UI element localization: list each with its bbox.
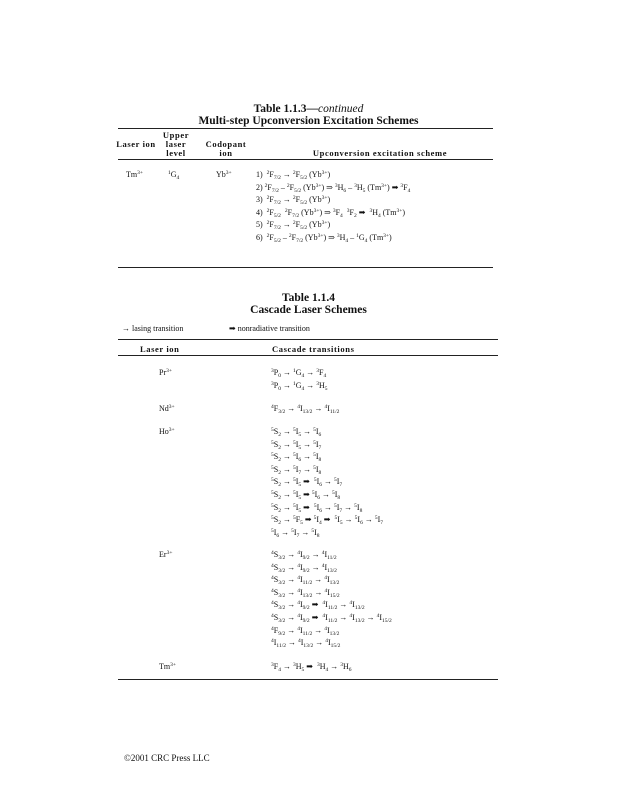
table1-codopant-cell: $Yb^{3+}$ — [216, 170, 232, 179]
cascade-item: $^5S_2 \to ^5I_5 \to ^5I_6$ — [271, 427, 322, 438]
cascade-item: $^5S_2 \to ^5I_5$ ➡ $^5I_6 \to ^5I_8$ — [271, 489, 341, 501]
cascade-item: $^5I_6 \to ^5I_7 \to ^5I_8$ — [271, 527, 320, 539]
table1-header-codopant: Codopant ion — [205, 139, 247, 158]
table2-top-rule — [118, 339, 498, 340]
cascade-list-er — [271, 550, 392, 651]
scheme-item: 4) $^2F_{5/2}$ $^2F_{7/2}$ $(Yb^{3+})$ ⇒ $^3F_4$ $^3F_2$ ➡ $^3H_4$ $(Tm^{3+})$ — [256, 207, 406, 219]
table1-upper-level-cell: $^1G_4$ — [168, 170, 180, 181]
table2-subtitle: Cascade Laser Schemes — [250, 304, 367, 316]
cascade-item: $^4I_{11/2} \to ^4I_{13/2} \to ^4I_{15/2}$ — [271, 638, 341, 650]
cascade-item: $^4S_{3/2} \to ^4I_{9/2} \to ^4I_{13/2}$ — [271, 562, 337, 574]
table1-header-rule — [118, 159, 493, 160]
cascade-item: $^5S_2 \to ^5F_5$ ➡ $^5I_4$ ➡ $^5I_5 \to ^5I_6 \to ^5I_7$ — [271, 515, 383, 527]
cascade-item: $^5S_2 \to ^5I_5$ ➡ $^5I_6 \to ^5I_7 \to ^5I_8$ — [271, 502, 363, 514]
ion-ho: $Ho^{3+}$ — [159, 427, 175, 436]
legend-nonradiative: ➡ nonradiative transition — [229, 324, 310, 333]
scheme-item: 6) $^2F_{5/2} - ^2F_{7/2}$ $(Yb^{3+})$ ⇒ $^3H_4 - ^1G_4$ $(Tm^{3+})$ — [256, 232, 392, 244]
cascade-item: $^4S_{3/2} \to ^4I_{13/2} \to ^4I_{15/2}$ — [271, 587, 340, 599]
cascade-list-pr — [271, 368, 328, 393]
table1-title-main: Table 1.1.3— — [253, 103, 319, 115]
scheme-item: 1) $^2F_{7/2} \to ^2F_{5/2}$ $(Yb^{3+})$ — [256, 170, 331, 181]
cascade-item: $^4S_{3/2} \to ^4I_{9/2}$ ➡ $^4I_{11/2} \to ^4I_{13/2} \to ^4I_{15/2}$ — [271, 612, 392, 624]
cascade-item: $^4S_{3/2} \to ^4I_{11/2} \to ^4I_{13/2}$ — [271, 575, 340, 587]
cascade-item: $^4S_{3/2} \to ^4I_{9/2} \to ^4I_{11/2}$ — [271, 550, 337, 561]
cascade-item: $^5S_2 \to ^5I_5$ ➡ $^5I_6 \to ^5I_7$ — [271, 477, 343, 489]
table1-subtitle: Multi-step Upconversion Excitation Schemes — [198, 115, 419, 127]
table1-laser-ion-cell: $Tm^{3+}$ — [126, 170, 143, 179]
table1-title — [0, 103, 617, 115]
cascade-item: $^3F_4 \to ^3H_5$ ➡ $^3H_4 \to ^3H_6$ — [271, 662, 352, 673]
scheme-item: 2) $^2F_{7/2} - ^2F_{5/2}$ $(Yb^{3+})$ ⇒ $^3H_6 - ^3H_5$ $(Tm^{3+})$ ➡ $^3F_4$ — [256, 182, 411, 194]
table1-header-laser-ion: Laser ion — [116, 139, 156, 149]
table2-header-cascade: Cascade transitions — [272, 344, 355, 354]
ion-pr: $Pr^{3+}$ — [159, 368, 172, 377]
table1-scheme-list — [256, 170, 410, 245]
cascade-item: $^5S_2 \to ^5I_7 \to ^5I_8$ — [271, 464, 322, 476]
ion-nd: $Nd^{3+}$ — [159, 404, 175, 413]
copyright-footer: ©2001 CRC Press LLC — [124, 753, 210, 763]
legend-lasing: → lasing transition — [122, 324, 184, 333]
scheme-item: 5) $^2F_{7/2} \to ^2F_{5/2}$ $(Yb^{3+})$ — [256, 220, 331, 231]
table1-top-rule — [118, 128, 493, 129]
ion-er: $Er^{3+}$ — [159, 550, 173, 559]
cascade-item: $^4F_{9/2} \to ^4I_{11/2} \to ^4I_{13/2}$ — [271, 625, 340, 637]
table1-header-scheme: Upconversion excitation scheme — [312, 148, 448, 158]
cascade-list-tm — [271, 662, 352, 675]
cascade-item: $^5S_2 \to ^5I_5 \to ^5I_7$ — [271, 439, 322, 451]
table2-header-laser-ion: Laser ion — [140, 344, 180, 354]
table2-header-rule — [118, 355, 498, 356]
table2-bottom-rule — [118, 679, 498, 680]
table1-title-suffix: continued — [318, 103, 364, 115]
cascade-item: $^4F_{3/2} \to ^4I_{13/2} \to ^4I_{11/2}$ — [271, 404, 340, 415]
table2-title: Table 1.1.4 — [282, 292, 335, 304]
ion-tm: $Tm^{3+}$ — [159, 662, 176, 671]
cascade-item: $^4S_{3/2} \to ^4I_{9/2}$ ➡ $^4I_{11/2} \to ^4I_{13/2}$ — [271, 600, 365, 612]
cascade-item: $^3P_0 \to ^1G_4 \to ^3H_5$ — [271, 380, 328, 392]
cascade-item: $^5S_2 \to ^5I_6 \to ^5I_8$ — [271, 452, 322, 464]
scheme-item: 3) $^2F_{7/2} \to ^2F_{5/2}$ $(Yb^{3+})$ — [256, 195, 331, 206]
table1-bottom-rule — [118, 267, 493, 268]
cascade-item: $^3P_0 \to ^1G_4 \to ^3F_4$ — [271, 368, 327, 379]
table1-header-upper-level: Upper laser level — [162, 130, 190, 158]
cascade-list-nd — [271, 404, 339, 417]
cascade-list-ho — [271, 427, 383, 540]
